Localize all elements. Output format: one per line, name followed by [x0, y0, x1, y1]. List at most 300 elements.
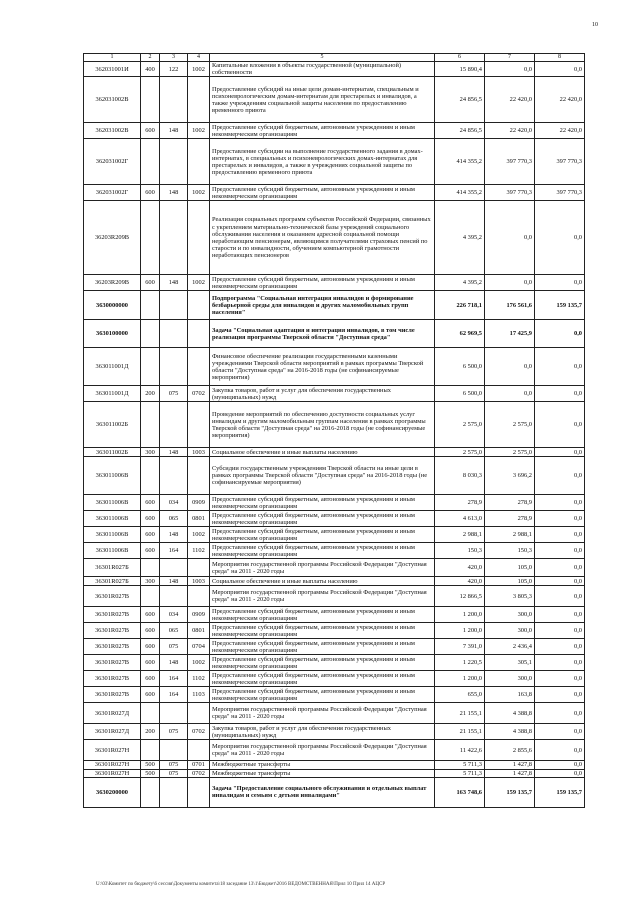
row-code: 3630200000 — [84, 777, 141, 807]
row-group-code: 600 — [141, 495, 160, 511]
column-header: 1 — [84, 54, 141, 62]
row-value-2016: 2 575,0 — [435, 402, 485, 448]
row-section-code: 1102 — [188, 543, 210, 559]
row-ministry-code: 148 — [160, 448, 188, 457]
row-value-2018: 0,0 — [535, 348, 585, 386]
row-code: 36301R027Н — [84, 769, 141, 777]
row-section-code: 0702 — [188, 386, 210, 402]
row-ministry-code: 148 — [160, 527, 188, 543]
row-group-code: 600 — [141, 123, 160, 139]
row-section-code: 1002 — [188, 275, 210, 291]
row-ministry-code: 164 — [160, 687, 188, 703]
row-ministry-code: 148 — [160, 275, 188, 291]
column-header: 4 — [188, 54, 210, 62]
row-value-2017: 17 425,9 — [485, 320, 535, 348]
row-value-2018: 159 135,7 — [535, 291, 585, 320]
row-description: Закупка товаров, работ и услуг для обеспечения государственных (муниципальных) нужд — [210, 724, 435, 740]
row-group-code: 600 — [141, 275, 160, 291]
table-row — [84, 607, 585, 623]
row-ministry-code: 034 — [160, 607, 188, 623]
row-value-2016: 420,0 — [435, 559, 485, 577]
row-value-2018: 0,0 — [535, 511, 585, 527]
table-row — [84, 777, 585, 807]
table-row — [84, 577, 585, 586]
row-value-2017: 3 696,2 — [485, 457, 535, 495]
row-ministry-code — [160, 559, 188, 577]
row-section-code — [188, 740, 210, 761]
row-value-2017: 2 575,0 — [485, 448, 535, 457]
row-value-2017: 278,9 — [485, 495, 535, 511]
row-description: Социальное обеспечение и иные выплаты населению — [210, 448, 435, 457]
row-group-code: 300 — [141, 448, 160, 457]
row-value-2016: 21 155,1 — [435, 724, 485, 740]
row-group-code: 600 — [141, 671, 160, 687]
table-row — [84, 769, 585, 777]
table-row — [84, 623, 585, 639]
row-description: Реализация социальных программ субъектов Российской Федерации, связанных с укреплением материально-технической базы учреждений социального обслуживания населения и оказанием адресной социальной помощи неработающим пенсионерам, являющимся получателями страховых пенсий по старости и по инвалидности, обучением компьютерной грамотности неработающих пенсионеров — [210, 201, 435, 275]
row-value-2016: 5 711,3 — [435, 769, 485, 777]
row-group-code: 500 — [141, 769, 160, 777]
row-group-code — [141, 457, 160, 495]
row-description: Предоставление субсидий бюджетным, автономным учреждениям и иным некоммерческим организациям — [210, 511, 435, 527]
row-ministry-code: 148 — [160, 655, 188, 671]
row-ministry-code — [160, 402, 188, 448]
row-description: Мероприятия государственной программы Российской Федерации "Доступная среда" на 2011 - 2020 годы — [210, 559, 435, 577]
row-description: Предоставление субсидий бюджетным, автономным учреждениям и иным некоммерческим организациям — [210, 495, 435, 511]
row-value-2017: 0,0 — [485, 386, 535, 402]
row-group-code: 200 — [141, 724, 160, 740]
row-group-code: 400 — [141, 62, 160, 77]
row-value-2017: 2 575,0 — [485, 402, 535, 448]
row-value-2017: 176 561,6 — [485, 291, 535, 320]
row-group-code — [141, 139, 160, 185]
table-row — [84, 77, 585, 123]
column-header: 6 — [435, 54, 485, 62]
row-ministry-code: 164 — [160, 671, 188, 687]
row-section-code — [188, 402, 210, 448]
row-group-code — [141, 201, 160, 275]
row-group-code: 500 — [141, 761, 160, 769]
row-section-code — [188, 559, 210, 577]
row-code: 36301R027В — [84, 607, 141, 623]
row-value-2017: 300,0 — [485, 671, 535, 687]
row-value-2018: 0,0 — [535, 703, 585, 724]
row-group-code — [141, 320, 160, 348]
row-section-code: 1002 — [188, 655, 210, 671]
row-group-code: 200 — [141, 386, 160, 402]
table-row — [84, 740, 585, 761]
table-row — [84, 511, 585, 527]
table-row — [84, 185, 585, 201]
row-code: 3630000000 — [84, 291, 141, 320]
table-row — [84, 139, 585, 185]
row-ministry-code: 148 — [160, 185, 188, 201]
table-row — [84, 402, 585, 448]
row-value-2018: 0,0 — [535, 62, 585, 77]
row-code: 363011006В — [84, 543, 141, 559]
row-section-code: 0702 — [188, 724, 210, 740]
row-section-code: 1102 — [188, 671, 210, 687]
row-description: Предоставление субсидий бюджетным, автономным учреждениям и иным некоммерческим организациям — [210, 543, 435, 559]
row-code: 36301R027Б — [84, 559, 141, 577]
row-group-code — [141, 348, 160, 386]
row-value-2018: 0,0 — [535, 543, 585, 559]
row-code: 36301R027Д — [84, 724, 141, 740]
row-value-2016: 2 575,0 — [435, 448, 485, 457]
row-ministry-code: 075 — [160, 761, 188, 769]
row-value-2017: 278,9 — [485, 511, 535, 527]
table-row — [84, 123, 585, 139]
row-ministry-code — [160, 348, 188, 386]
row-value-2017: 0,0 — [485, 348, 535, 386]
row-ministry-code: 065 — [160, 511, 188, 527]
row-value-2017: 22 420,0 — [485, 123, 535, 139]
row-value-2017: 300,0 — [485, 607, 535, 623]
row-ministry-code: 034 — [160, 495, 188, 511]
table-row — [84, 703, 585, 724]
row-value-2018: 0,0 — [535, 457, 585, 495]
row-value-2017: 150,3 — [485, 543, 535, 559]
row-group-code: 600 — [141, 655, 160, 671]
row-value-2016: 278,9 — [435, 495, 485, 511]
row-value-2017: 159 135,7 — [485, 777, 535, 807]
table-row — [84, 761, 585, 769]
row-section-code — [188, 777, 210, 807]
row-value-2017: 4 388,8 — [485, 703, 535, 724]
row-section-code — [188, 77, 210, 123]
row-value-2016: 655,0 — [435, 687, 485, 703]
row-value-2016: 7 391,0 — [435, 639, 485, 655]
row-value-2016: 24 856,5 — [435, 77, 485, 123]
row-value-2016: 1 220,5 — [435, 655, 485, 671]
row-section-code — [188, 291, 210, 320]
table-row — [84, 687, 585, 703]
row-group-code — [141, 559, 160, 577]
row-code: 36301R027В — [84, 586, 141, 607]
row-value-2016: 24 856,5 — [435, 123, 485, 139]
table-row — [84, 201, 585, 275]
row-section-code: 1002 — [188, 185, 210, 201]
row-value-2016: 1 200,0 — [435, 623, 485, 639]
row-group-code — [141, 77, 160, 123]
row-value-2016: 6 500,0 — [435, 348, 485, 386]
row-description: Предоставление субсидий бюджетным, автономным учреждениям и иным некоммерческим организациям — [210, 275, 435, 291]
row-ministry-code: 075 — [160, 769, 188, 777]
row-value-2018: 0,0 — [535, 655, 585, 671]
row-section-code: 0701 — [188, 761, 210, 769]
row-value-2018: 0,0 — [535, 559, 585, 577]
column-header: 3 — [160, 54, 188, 62]
row-description: Межбюджетные трансферты — [210, 769, 435, 777]
row-description: Мероприятия государственной программы Российской Федерации "Доступная среда" на 2011 - 2020 годы — [210, 740, 435, 761]
row-value-2016: 1 200,0 — [435, 671, 485, 687]
row-description: Предоставление субсидий бюджетным, автономным учреждениям и иным некоммерческим организациям — [210, 607, 435, 623]
row-value-2018: 0,0 — [535, 761, 585, 769]
row-group-code: 600 — [141, 511, 160, 527]
row-code: 36301R027Н — [84, 740, 141, 761]
row-value-2016: 21 155,1 — [435, 703, 485, 724]
row-section-code: 1002 — [188, 123, 210, 139]
row-section-code: 0801 — [188, 511, 210, 527]
row-value-2018: 0,0 — [535, 577, 585, 586]
table-row — [84, 275, 585, 291]
row-group-code: 600 — [141, 527, 160, 543]
row-ministry-code — [160, 291, 188, 320]
row-code: 363011006В — [84, 511, 141, 527]
row-code: 363011001Д — [84, 348, 141, 386]
row-value-2017: 22 420,0 — [485, 77, 535, 123]
row-code: 363011006В — [84, 495, 141, 511]
table-row — [84, 543, 585, 559]
row-section-code: 0909 — [188, 495, 210, 511]
row-value-2017: 0,0 — [485, 62, 535, 77]
row-code: 36301R027В — [84, 671, 141, 687]
budget-table — [83, 53, 585, 808]
page-number: 10 — [592, 22, 598, 28]
row-value-2017: 300,0 — [485, 623, 535, 639]
row-value-2016: 12 866,5 — [435, 586, 485, 607]
table-row — [84, 62, 585, 77]
row-value-2017: 163,8 — [485, 687, 535, 703]
row-value-2018: 0,0 — [535, 740, 585, 761]
row-ministry-code: 148 — [160, 123, 188, 139]
row-group-code: 600 — [141, 623, 160, 639]
row-code: 362031001И — [84, 62, 141, 77]
column-header: 8 — [535, 54, 585, 62]
row-code: 363011006В — [84, 457, 141, 495]
row-value-2017: 2 855,6 — [485, 740, 535, 761]
row-value-2016: 150,3 — [435, 543, 485, 559]
row-value-2017: 305,1 — [485, 655, 535, 671]
row-section-code: 0704 — [188, 639, 210, 655]
table-row — [84, 457, 585, 495]
row-value-2018: 397 770,3 — [535, 139, 585, 185]
row-value-2018: 0,0 — [535, 586, 585, 607]
table-row — [84, 586, 585, 607]
row-section-code — [188, 320, 210, 348]
row-value-2018: 159 135,7 — [535, 777, 585, 807]
row-code: 36301R027Б — [84, 577, 141, 586]
row-value-2017: 0,0 — [485, 275, 535, 291]
row-section-code — [188, 201, 210, 275]
row-section-code: 1103 — [188, 687, 210, 703]
row-value-2017: 1 427,8 — [485, 761, 535, 769]
row-description: Предоставление субсидий бюджетным, автономным учреждениям и иным некоммерческим организациям — [210, 123, 435, 139]
row-description: Закупка товаров, работ и услуг для обеспечения государственных (муниципальных) нужд — [210, 386, 435, 402]
row-description: Проведение мероприятий по обеспечению доступности социальных услуг инвалидам и другим маломобильным группам населения в рамках программы Тверской области "Доступная среда" на 2016-2018 годы (не софинансируемые мероприятия) — [210, 402, 435, 448]
row-value-2016: 62 969,5 — [435, 320, 485, 348]
row-value-2016: 4 395,2 — [435, 201, 485, 275]
row-value-2018: 0,0 — [535, 275, 585, 291]
row-ministry-code: 122 — [160, 62, 188, 77]
row-group-code — [141, 740, 160, 761]
row-value-2016: 5 711,3 — [435, 761, 485, 769]
row-value-2016: 11 422,6 — [435, 740, 485, 761]
row-section-code: 1002 — [188, 62, 210, 77]
table-row — [84, 559, 585, 577]
row-description: Мероприятия государственной программы Российской Федерации "Доступная среда" на 2011 - 2020 годы — [210, 703, 435, 724]
row-code: 362031002В — [84, 77, 141, 123]
row-section-code: 1002 — [188, 527, 210, 543]
column-header: 7 — [485, 54, 535, 62]
row-value-2016: 4 613,0 — [435, 511, 485, 527]
row-value-2018: 0,0 — [535, 671, 585, 687]
row-value-2016: 15 890,4 — [435, 62, 485, 77]
footer-file-path: U:\03\Комитет по бюджету\6 сессия\Документы комитета\18 заседание 13\1\Бюджет\2016 ВЕДОМСТВЕННАЯ\Прил 10 Прил 14 АЦСР — [96, 882, 386, 887]
row-group-code: 600 — [141, 639, 160, 655]
row-value-2018: 0,0 — [535, 527, 585, 543]
row-description: Предоставление субсидий бюджетным, автономным учреждениям и иным некоммерческим организациям — [210, 655, 435, 671]
table-row — [84, 320, 585, 348]
row-value-2016: 420,0 — [435, 577, 485, 586]
row-section-code: 0801 — [188, 623, 210, 639]
row-code: 36203R209В — [84, 275, 141, 291]
row-code: 362031002Г — [84, 139, 141, 185]
row-group-code — [141, 703, 160, 724]
row-ministry-code — [160, 77, 188, 123]
row-value-2018: 0,0 — [535, 495, 585, 511]
row-ministry-code — [160, 777, 188, 807]
table-row — [84, 527, 585, 543]
row-value-2018: 397 770,3 — [535, 185, 585, 201]
table-header-row — [84, 54, 585, 62]
row-code: 36301R027Н — [84, 761, 141, 769]
row-ministry-code — [160, 139, 188, 185]
row-code: 36203R209В — [84, 201, 141, 275]
row-code: 36301R027В — [84, 639, 141, 655]
row-description: Предоставление субсидий бюджетным, автономным учреждениям и иным некоммерческим организациям — [210, 639, 435, 655]
row-value-2017: 2 988,1 — [485, 527, 535, 543]
column-header: 2 — [141, 54, 160, 62]
row-ministry-code — [160, 703, 188, 724]
table-row — [84, 671, 585, 687]
row-code: 363011006В — [84, 527, 141, 543]
table-row — [84, 655, 585, 671]
row-group-code — [141, 586, 160, 607]
table-row — [84, 639, 585, 655]
table-row — [84, 348, 585, 386]
row-ministry-code: 065 — [160, 623, 188, 639]
row-value-2017: 105,0 — [485, 559, 535, 577]
row-section-code — [188, 457, 210, 495]
row-value-2016: 226 718,1 — [435, 291, 485, 320]
table-row — [84, 386, 585, 402]
row-value-2016: 8 030,3 — [435, 457, 485, 495]
row-section-code — [188, 139, 210, 185]
row-description: Предоставление субсидий бюджетным, автономным учреждениям и иным некоммерческим организациям — [210, 623, 435, 639]
column-header: 5 — [210, 54, 435, 62]
row-value-2017: 397 770,3 — [485, 185, 535, 201]
row-description: Межбюджетные трансферты — [210, 761, 435, 769]
row-ministry-code — [160, 740, 188, 761]
row-value-2018: 0,0 — [535, 607, 585, 623]
row-code: 362031002Г — [84, 185, 141, 201]
row-description: Субсидии государственным учреждениям Тверской области на иные цели в рамках программы Тверской области "Доступная среда" на 2016-2018 годы (не софинансируемые мероприятия) — [210, 457, 435, 495]
row-ministry-code — [160, 586, 188, 607]
row-description: Подпрограмма "Социальная интеграция инвалидов и формирование безбарьерной среды для инвалидов и других маломобильных групп населения" — [210, 291, 435, 320]
row-value-2018: 22 420,0 — [535, 123, 585, 139]
row-ministry-code — [160, 457, 188, 495]
row-description: Предоставление субсидий бюджетным, автономным учреждениям и иным некоммерческим организациям — [210, 671, 435, 687]
row-description: Задача "Социальная адаптация и интеграция инвалидов, в том числе реализация программы Тверской области "Доступная среда" — [210, 320, 435, 348]
row-value-2018: 0,0 — [535, 724, 585, 740]
row-description: Капитальные вложения в объекты государственной (муниципальной) собственности — [210, 62, 435, 77]
row-value-2018: 0,0 — [535, 769, 585, 777]
row-ministry-code: 075 — [160, 386, 188, 402]
row-section-code: 0702 — [188, 769, 210, 777]
table-row — [84, 291, 585, 320]
row-code: 36301R027В — [84, 687, 141, 703]
row-description: Социальное обеспечение и иные выплаты населению — [210, 577, 435, 586]
row-ministry-code — [160, 320, 188, 348]
row-description: Предоставление субсидии на выполнение государственного задания в домах-интернатах, в специальных и психоневрологических домах-интернатах для престарелых и инвалидов, а также в учреждениях социальной защиты по предоставлению временного приюта — [210, 139, 435, 185]
row-value-2018: 0,0 — [535, 639, 585, 655]
row-group-code: 600 — [141, 687, 160, 703]
row-value-2018: 0,0 — [535, 320, 585, 348]
row-group-code: 600 — [141, 185, 160, 201]
row-group-code: 300 — [141, 577, 160, 586]
row-value-2016: 163 748,6 — [435, 777, 485, 807]
row-value-2018: 0,0 — [535, 201, 585, 275]
row-value-2018: 22 420,0 — [535, 77, 585, 123]
row-code: 362031002В — [84, 123, 141, 139]
row-ministry-code: 075 — [160, 724, 188, 740]
row-ministry-code — [160, 201, 188, 275]
row-value-2018: 0,0 — [535, 687, 585, 703]
row-section-code — [188, 348, 210, 386]
row-value-2018: 0,0 — [535, 623, 585, 639]
row-code: 36301R027В — [84, 623, 141, 639]
row-description: Предоставление субсидий бюджетным, автономным учреждениям и иным некоммерческим организациям — [210, 687, 435, 703]
row-section-code: 0909 — [188, 607, 210, 623]
row-value-2016: 1 200,0 — [435, 607, 485, 623]
row-section-code — [188, 703, 210, 724]
row-section-code — [188, 586, 210, 607]
row-section-code: 1003 — [188, 448, 210, 457]
table-row — [84, 724, 585, 740]
row-code: 363011002Б — [84, 402, 141, 448]
row-value-2016: 414 355,2 — [435, 185, 485, 201]
row-ministry-code: 164 — [160, 543, 188, 559]
row-description: Финансовое обеспечение реализации государственными казенными учреждениями Тверской области мероприятий в рамках программы Тверской области "Доступная среда" на 2016-2018 годы (не софинансируемые мероприятия) — [210, 348, 435, 386]
row-value-2017: 0,0 — [485, 201, 535, 275]
row-section-code: 1003 — [188, 577, 210, 586]
row-code: 363011002Б — [84, 448, 141, 457]
row-group-code — [141, 777, 160, 807]
table-row — [84, 448, 585, 457]
row-description: Предоставление субсидий бюджетным, автономным учреждениям и иным некоммерческим организациям — [210, 527, 435, 543]
row-code: 363011001Д — [84, 386, 141, 402]
table-row — [84, 495, 585, 511]
row-group-code — [141, 402, 160, 448]
row-value-2018: 0,0 — [535, 386, 585, 402]
row-value-2016: 2 988,1 — [435, 527, 485, 543]
row-value-2018: 0,0 — [535, 448, 585, 457]
row-ministry-code: 148 — [160, 577, 188, 586]
row-group-code — [141, 291, 160, 320]
row-value-2017: 105,0 — [485, 577, 535, 586]
row-description: Мероприятия государственной программы Российской Федерации "Доступная среда" на 2011 - 2020 годы — [210, 586, 435, 607]
row-value-2017: 397 770,3 — [485, 139, 535, 185]
row-value-2016: 6 500,0 — [435, 386, 485, 402]
row-ministry-code: 075 — [160, 639, 188, 655]
row-description: Предоставление субсидий бюджетным, автономным учреждениям и иным некоммерческим организациям — [210, 185, 435, 201]
row-description: Предоставление субсидий на иные цели домам-интернатам, специальным и психоневрологическим домам-интернатам для престарелых и инвалидов, а также учреждениям социальной защиты населения по предоставлению временного приюта — [210, 77, 435, 123]
row-group-code: 600 — [141, 543, 160, 559]
row-value-2017: 3 805,3 — [485, 586, 535, 607]
row-value-2016: 4 395,2 — [435, 275, 485, 291]
row-code: 3630100000 — [84, 320, 141, 348]
